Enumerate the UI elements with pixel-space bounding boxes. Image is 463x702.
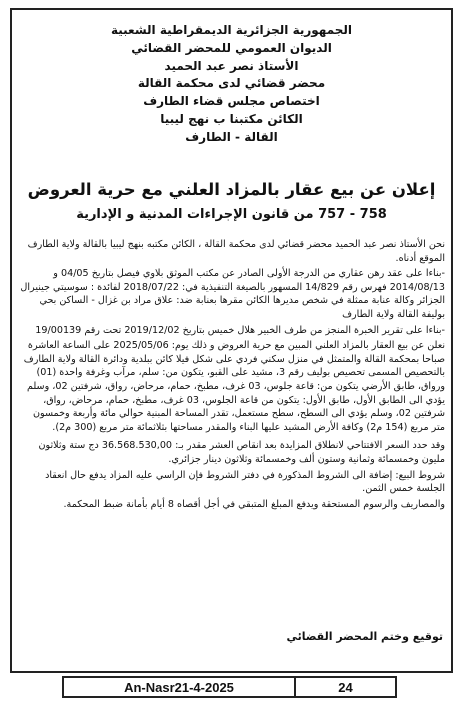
body-paragraph-expertise: -بناءا على تقرير الخبرة المنجز من طرف الخبير هلال خميس بتاريخ 2019/12/02 تحت رقم 19/00139 [35,324,445,336]
header-line-name: الأستاذ نصر عبد الحميد [164,58,299,73]
body-paragraph-mortgage: -بناءا على عقد رهن عقاري من الدرجة الأولى الصادر عن مكتب الموثق بلاوي فيصل بتاريخ 04/05 و 2014/08/13 فهرس رقم 14/829 المسهور بالصيغة التنفيذية في: 2018/07/22 لفائدة : سوسيتي جينيرال الجزائر وكالة عنابة ممثلة في شخص مديرها الكائن مقرها بعنابة ضد: علاق مراد بن غزال - الساكن بحي بوليفة القالة ولاية الطارف [20,268,445,320]
header-line-city: القالة - الطارف [185,129,278,144]
footer-publication: An-Nasr21-4-2025 [64,678,296,696]
header-line-address: الكائن مكتبنا ب نهج ليبيا [160,111,303,126]
header-line-jurisdiction: اختصاص مجلس قضاء الطارف [143,94,320,109]
footer-page-number: 24 [338,679,353,695]
page-footer [62,676,397,698]
body-paragraph-fees: والمصاريف والرسوم المستحقة ويدفع المبلغ المتبقي في أجل أقصاه 8 أيام بأمانة ضبط المحكمة. [63,498,445,510]
body-paragraph-conditions: شروط البيع: إضافة الى الشروط المذكورة في دفتر الشروط فإن الراسي عليه المزاد يدفع حال انعقاد الجلسة خمس الثمن. [45,469,445,495]
announcement-body [18,238,445,513]
body-paragraph-sale: نعلن عن بيع العقار بالمزاد العلني المبين مع حرية العروض و ذلك يوم: 2025/05/06 على الساعة العاشرة صباحا بمحكمة القالة والمتمثل في منزل سكني فردي على شكل فيلا كائن ببلدية ودائرة القالة ولاية الطارف بالتحصيص المسمى تحصيص بوليف رقم 3، مشيد على القبو، يتكون من: سلم، مرآب وغرفة واحدة (01) ورواق، طابق الأرضي يتكون من: قاعة جلوس، 03 غرف، مطبخ، حمام، مرحاض، رواق، شرفتين 02، وسلم يؤدي الى الطابق الأول، طابق الأول: يتكون من قاعة الجلوس، 03 غرف، مطبخ، حمام، مرحاض، رواق، شرفتين 02، وسلم يؤدي الى السطح، سطح مستعمل، تقدر المساحة المبنية حوالي مائة وأربعة وخمسون متر مربع (154 م2) وكافة الأرض المشيد عليها البناء والمقدر مساحتها بثلاثمائة متر مربع (300 م2). [23,340,445,433]
body-paragraph-intro: نحن الأستاذ نصر عبد الحميد محضر قضائي لدى محكمة القالة ، الكائن مكتبه بنهج ليبيا بالقالة ولاية الطارف الموقع أدناه. [27,239,445,264]
header-line-republic: الجمهورية الجزائرية الديمقراطية الشعبية [110,23,353,37]
header-block [14,22,449,147]
header-line-court: محضر قضائي لدى محكمة القالة [137,76,326,91]
body-paragraph-price: وقد حدد السعر الافتتاحي لانطلاق المزايدة بعد انقاص العشر مقدر بـ: 36.568.530,00 دج ستة وثلاثون مليون وخمسمائة وثمانية وستون ألف وخمسمائة وثلاثون دينار جزائري. [38,440,445,465]
announcement-subtitle: 758 - 757 من قانون الإجراءات المدنية و الإدارية [76,207,387,222]
signature-line: توقيع وختم المحضر القضائي [286,630,443,643]
header-line-office: الديوان العمومي للمحضر القضائي [131,40,332,55]
announcement-title: إعلان عن بيع عقار بالمزاد العلني مع حرية العروض [27,180,436,199]
